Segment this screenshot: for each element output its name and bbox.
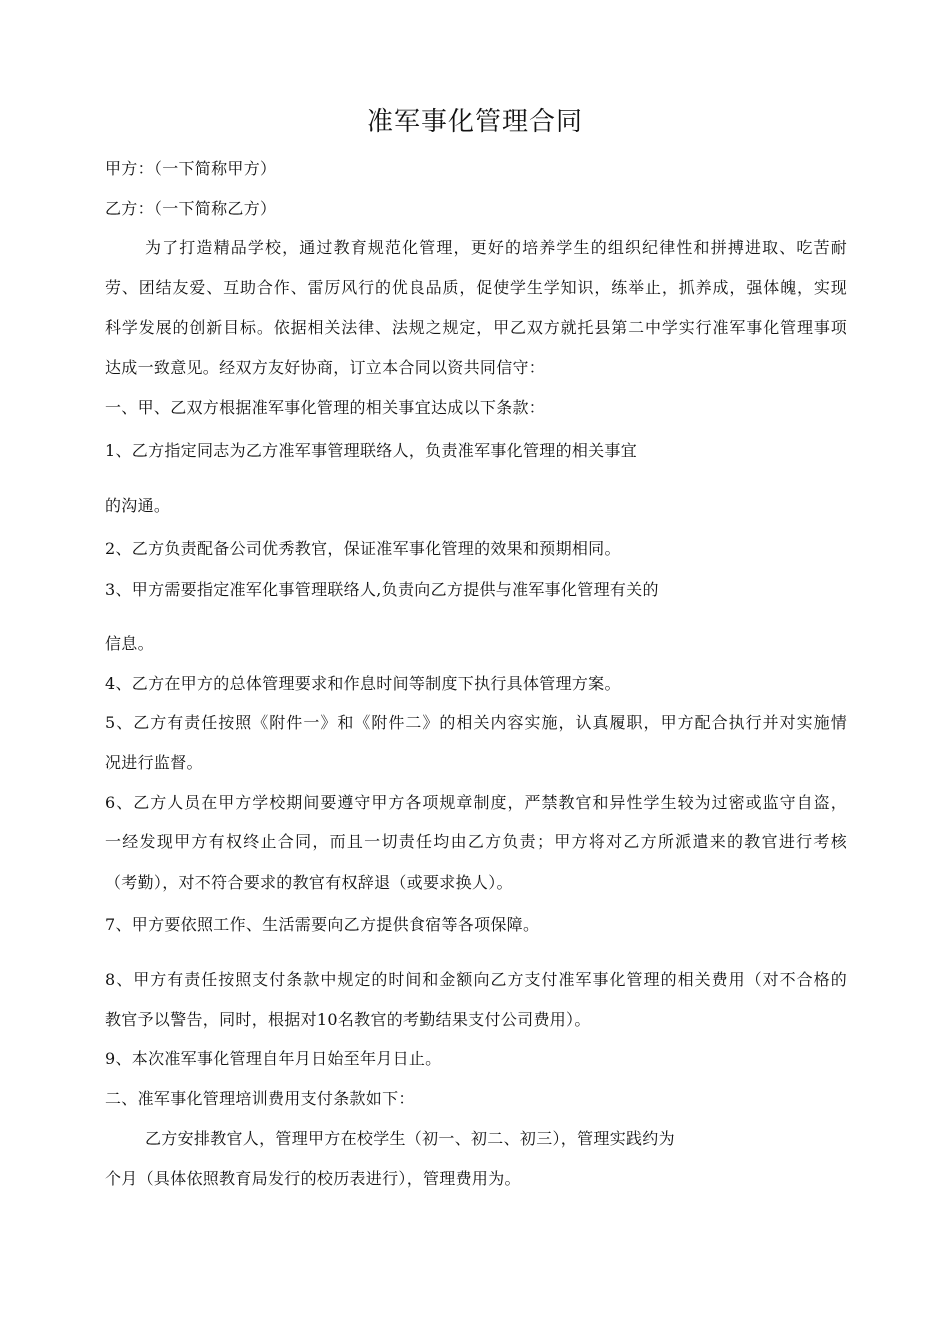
clause-5-line-1: 5、乙方有责任按照《附件一》和《附件二》的相关内容实施，认真履职，甲方配合执行并对实施情 (105, 713, 847, 732)
clause-8-line-2: 教官予以警告，同时，根据对10名教官的考勤结果支付公司费用）。 (105, 1010, 591, 1029)
section-one-heading: 一、甲、乙双方根据准军事化管理的相关事宜达成以下条款： (105, 398, 546, 417)
payment-line-2: 个月（具体依照教育局发行的校历表进行），管理费用为。 (105, 1169, 521, 1188)
clause-4: 4、乙方在甲方的总体管理要求和作息时间等制度下执行具体管理方案。 (105, 674, 621, 693)
preamble-line-2: 劳、团结友爱、互助合作、雷厉风行的优良品质，促使学生学知识，练举止，抓养成，强体魄，实现 (105, 278, 847, 297)
clause-6-line-1: 6、乙方人员在甲方学校期间要遵守甲方各项规章制度，严禁教官和异性学生较为过密或监守自盗， (105, 793, 847, 812)
clause-7: 7、甲方要依照工作、生活需要向乙方提供食宿等各项保障。 (105, 915, 540, 934)
section-two-heading: 二、准军事化管理培训费用支付条款如下： (105, 1089, 415, 1108)
clause-6-line-3: （考勤），对不符合要求的教官有权辞退（或要求换人）。 (105, 873, 513, 892)
clause-3-line-1: 3、甲方需要指定准军化事管理联络人,负责向乙方提供与准军事化管理有关的 (105, 580, 659, 599)
payment-line-1: 乙方安排教官人，管理甲方在校学生（初一、初二、初三），管理实践约为 (145, 1129, 675, 1148)
clause-8-line-1: 8、甲方有责任按照支付条款中规定的时间和金额向乙方支付准军事化管理的相关费用（对不合格的 (105, 970, 847, 989)
party-a-line: 甲方：（一下简称甲方） (105, 159, 277, 178)
clause-6-line-2: 一经发现甲方有权终止合同，而且一切责任均由乙方负责；甲方将对乙方所派遣来的教官进行考核 (105, 832, 847, 851)
party-b-line: 乙方：（一下简称乙方） (105, 199, 277, 218)
preamble-line-1: 为了打造精品学校，通过教育规范化管理，更好的培养学生的组织纪律性和拼搏进取、吃苦耐 (145, 238, 847, 257)
preamble-line-4: 达成一致意见。经双方友好协商，订立本合同以资共同信守： (105, 358, 546, 377)
preamble-line-3: 科学发展的创新目标。依据相关法律、法规之规定，甲乙双方就托县第二中学实行准军事化管理事项 (105, 318, 847, 337)
clause-2: 2、乙方负责配备公司优秀教官，保证准军事化管理的效果和预期相同。 (105, 539, 621, 558)
document-title: 准军事化管理合同 (366, 107, 583, 137)
clause-5-line-2: 况进行监督。 (105, 753, 203, 772)
clause-1-line-1: 1、乙方指定同志为乙方准军事管理联络人，负责准军事化管理的相关事宜 (105, 441, 638, 460)
clause-1-line-2: 的沟通。 (105, 496, 171, 515)
clause-3-line-2: 信息。 (105, 634, 154, 653)
clause-9: 9、本次准军事化管理自年月日始至年月日止。 (105, 1049, 442, 1068)
